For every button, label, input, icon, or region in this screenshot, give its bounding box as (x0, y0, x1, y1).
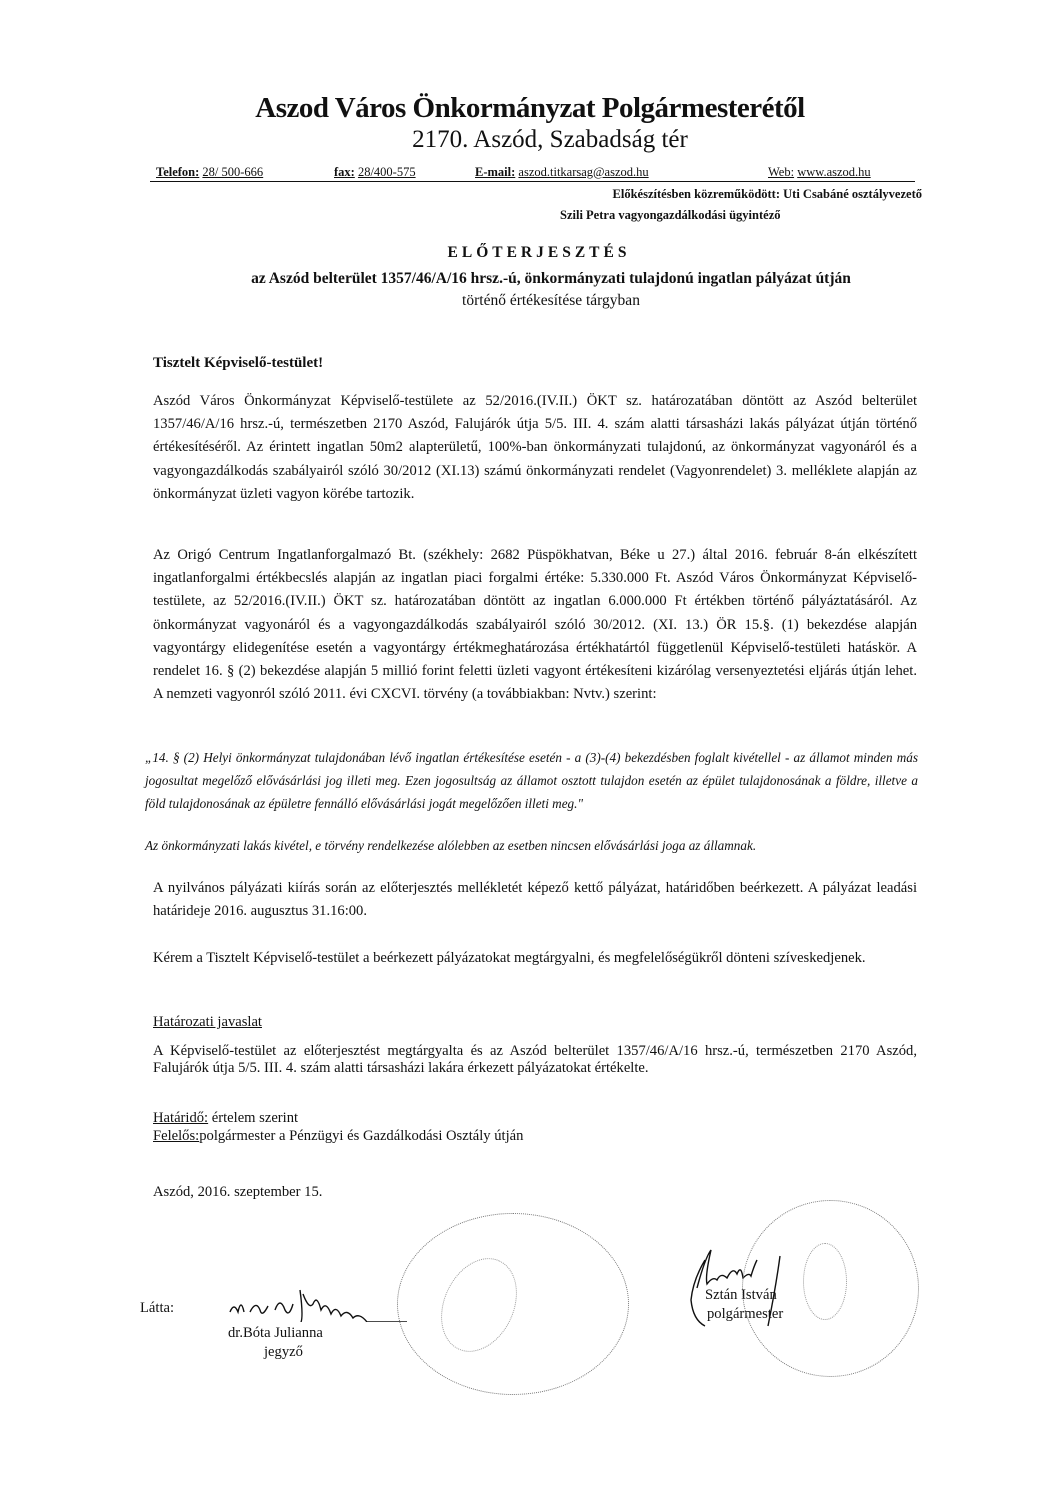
paragraph-decision: Aszód Város Önkormányzat Képviselő-testülete az 52/2016.(IV.II.) ÖKT sz. határozatában döntött az Aszód belterület 1357/46/A/16 hrsz.-ú, természetben 2170 Aszód, Falujárók útja 5/5. III. 4. szám alatti társasházi lakás pályázat útján történő értékesítéséről. Az érintett ingatlan 50m2 alapterületű, 100%-ban önkormányzati tulajdonú, az önkormányzat vagyonáról és a vagyongazdálkodás szabályairól szóló 30/2012 (XI.13) számú önkormányzati rendelet (Vagyonrendelet) 3. melléklete alapján az önkormányzat üzleti vagyon körébe tartozik. (153, 393, 917, 502)
fax-number: 28/400-575 (357, 165, 416, 179)
paragraph-tender: A nyilvános pályázati kiírás során az előterjesztés mellékletét képező kettő pályázat, határidőben beérkezett. A pályázat leadási határideje 2016. augusztus 31.16:00. (153, 880, 917, 920)
responsible-value: polgármester a Pénzügyi és Gazdálkodási Osztály útján (199, 1128, 524, 1144)
deadline-value: értelem szerint (208, 1110, 299, 1126)
resolution-text: A Képviselő-testület az előterjesztést megtárgyalta és az Aszód belterület 1357/46/A/16 hrsz.-ú, természetben 2170 Aszód, Falujárók útja 5/5. III. 4. szám alatti társasházi lakára érkezett pályázatokat értékelte. (153, 1043, 917, 1076)
resolution-heading: Határozati javaslat (153, 1014, 262, 1030)
notary-title: jegyző (264, 1344, 303, 1360)
web-label: Web: (768, 165, 795, 179)
deadline-line (153, 1110, 298, 1127)
letterhead-title: Aszod Város Önkormányzat Polgármesterétől (255, 92, 805, 124)
phone-contact (156, 165, 263, 180)
mayor-stamp (742, 1200, 919, 1377)
notary-name: dr.Bóta Julianna (228, 1325, 323, 1341)
paragraph-valuation: Az Origó Centrum Ingatlanforgalmazó Bt. (székhely: 2682 Püspökhatvan, Béke u 27.) által 2016. február 8-án elkészített ingatlanforgalmi értékbecslés alapján az ingatlan piaci forgalmi értéke: 5.330.000 Ft. Aszód Város Önkormányzat Képviselő-testülete, az 52/2016.(IV.II.) ÖKT sz. határozatában döntött az ingatlan 6.000.000 Ft értékben történő pályáztatásáról. Az önkormányzat vagyonáról és a vagyongazdálkodás szabályairól szóló 30/2012. (XI. 13.) ÖR 15.§. (1) bekezdése alapján vagyontárgy elidegenítése esetén a vagyontárgy értékmeghatározása értékhatártól függetlenül Képviselő-testületi hatáskör. A rendelet 16. § (2) bekezdése alapján 5 millió forint feletti üzleti vagyont értékesíteni kizárólag versenyeztetési eljárás útján lehet. A nemzeti vagyonról szóló 2011. évi CXCVI. törvény (a továbbiakban: Nvtv.) szerint: (153, 547, 917, 703)
email-contact (475, 165, 649, 180)
coat-of-arms-icon (427, 1246, 532, 1364)
letterhead-contact-line (150, 163, 915, 182)
prepared-by-line-2: Szili Petra vagyongazdálkodási ügyintéző (560, 208, 781, 222)
coat-of-arms-icon (803, 1243, 847, 1320)
salutation: Tisztelt Képviselő-testület! (153, 355, 324, 371)
phone-label: Telefon: (156, 165, 200, 179)
letterhead-address: 2170. Aszód, Szabadság tér (412, 126, 688, 153)
phone-number: 28/ 500-666 (202, 165, 264, 179)
date-line: Aszód, 2016. szeptember 15. (153, 1184, 323, 1200)
prepared-by-line-1: Előkészítésben közreműködött: Uti Csabáné osztályvezető (612, 187, 922, 201)
web-link[interactable]: www.aszod.hu (797, 165, 871, 179)
fax-label: fax: (334, 165, 355, 179)
mayor-title: polgármester (707, 1306, 784, 1322)
legal-quote: „14. § (2) Helyi önkormányzat tulajdonában lévő ingatlan értékesítése esetén - a (3)-(4) bekezdésben foglalt kivétellel - az államot minden más jogosultat megelőző elővásárlási jog illeti meg. Ezen jogosultság az államot osztott tulajdon esetén az épület tulajdonosának a földre, illetve a föld tulajdonosának az épületre fennálló elővásárlási jogát megelőzően illeti meg." (145, 750, 918, 811)
subject-line-1: az Aszód belterület 1357/46/A/16 hrsz.-ú, önkormányzati tulajdonú ingatlan pályázat útján (251, 270, 851, 287)
deadline-label: Határidő: (153, 1110, 209, 1126)
document-type-heading: ELŐTERJESZTÉS (447, 244, 631, 261)
mayor-name: Sztán István (705, 1287, 777, 1303)
seen-label: Látta: (140, 1300, 175, 1316)
responsible-line (153, 1128, 523, 1145)
paragraph-request: Kérem a Tisztelt Képviselő-testület a beérkezett pályázatokat megtárgyalni, és megfelelőségükről dönteni szíveskedjenek. (153, 950, 866, 966)
legal-quote-note: Az önkormányzati lakás kivétel, e törvény rendelkezése alólebben az esetben nincsen elővásárlási joga az államnak. (145, 838, 757, 853)
subject-line-2: történő értékesítése tárgyban (462, 292, 640, 309)
responsible-label: Felelős: (153, 1128, 200, 1144)
notary-stamp (397, 1213, 629, 1395)
email-label: E-mail: (475, 165, 516, 179)
web-contact (768, 165, 871, 180)
fax-contact (334, 165, 416, 180)
email-link[interactable]: aszod.titkarsag@aszod.hu (518, 165, 649, 179)
